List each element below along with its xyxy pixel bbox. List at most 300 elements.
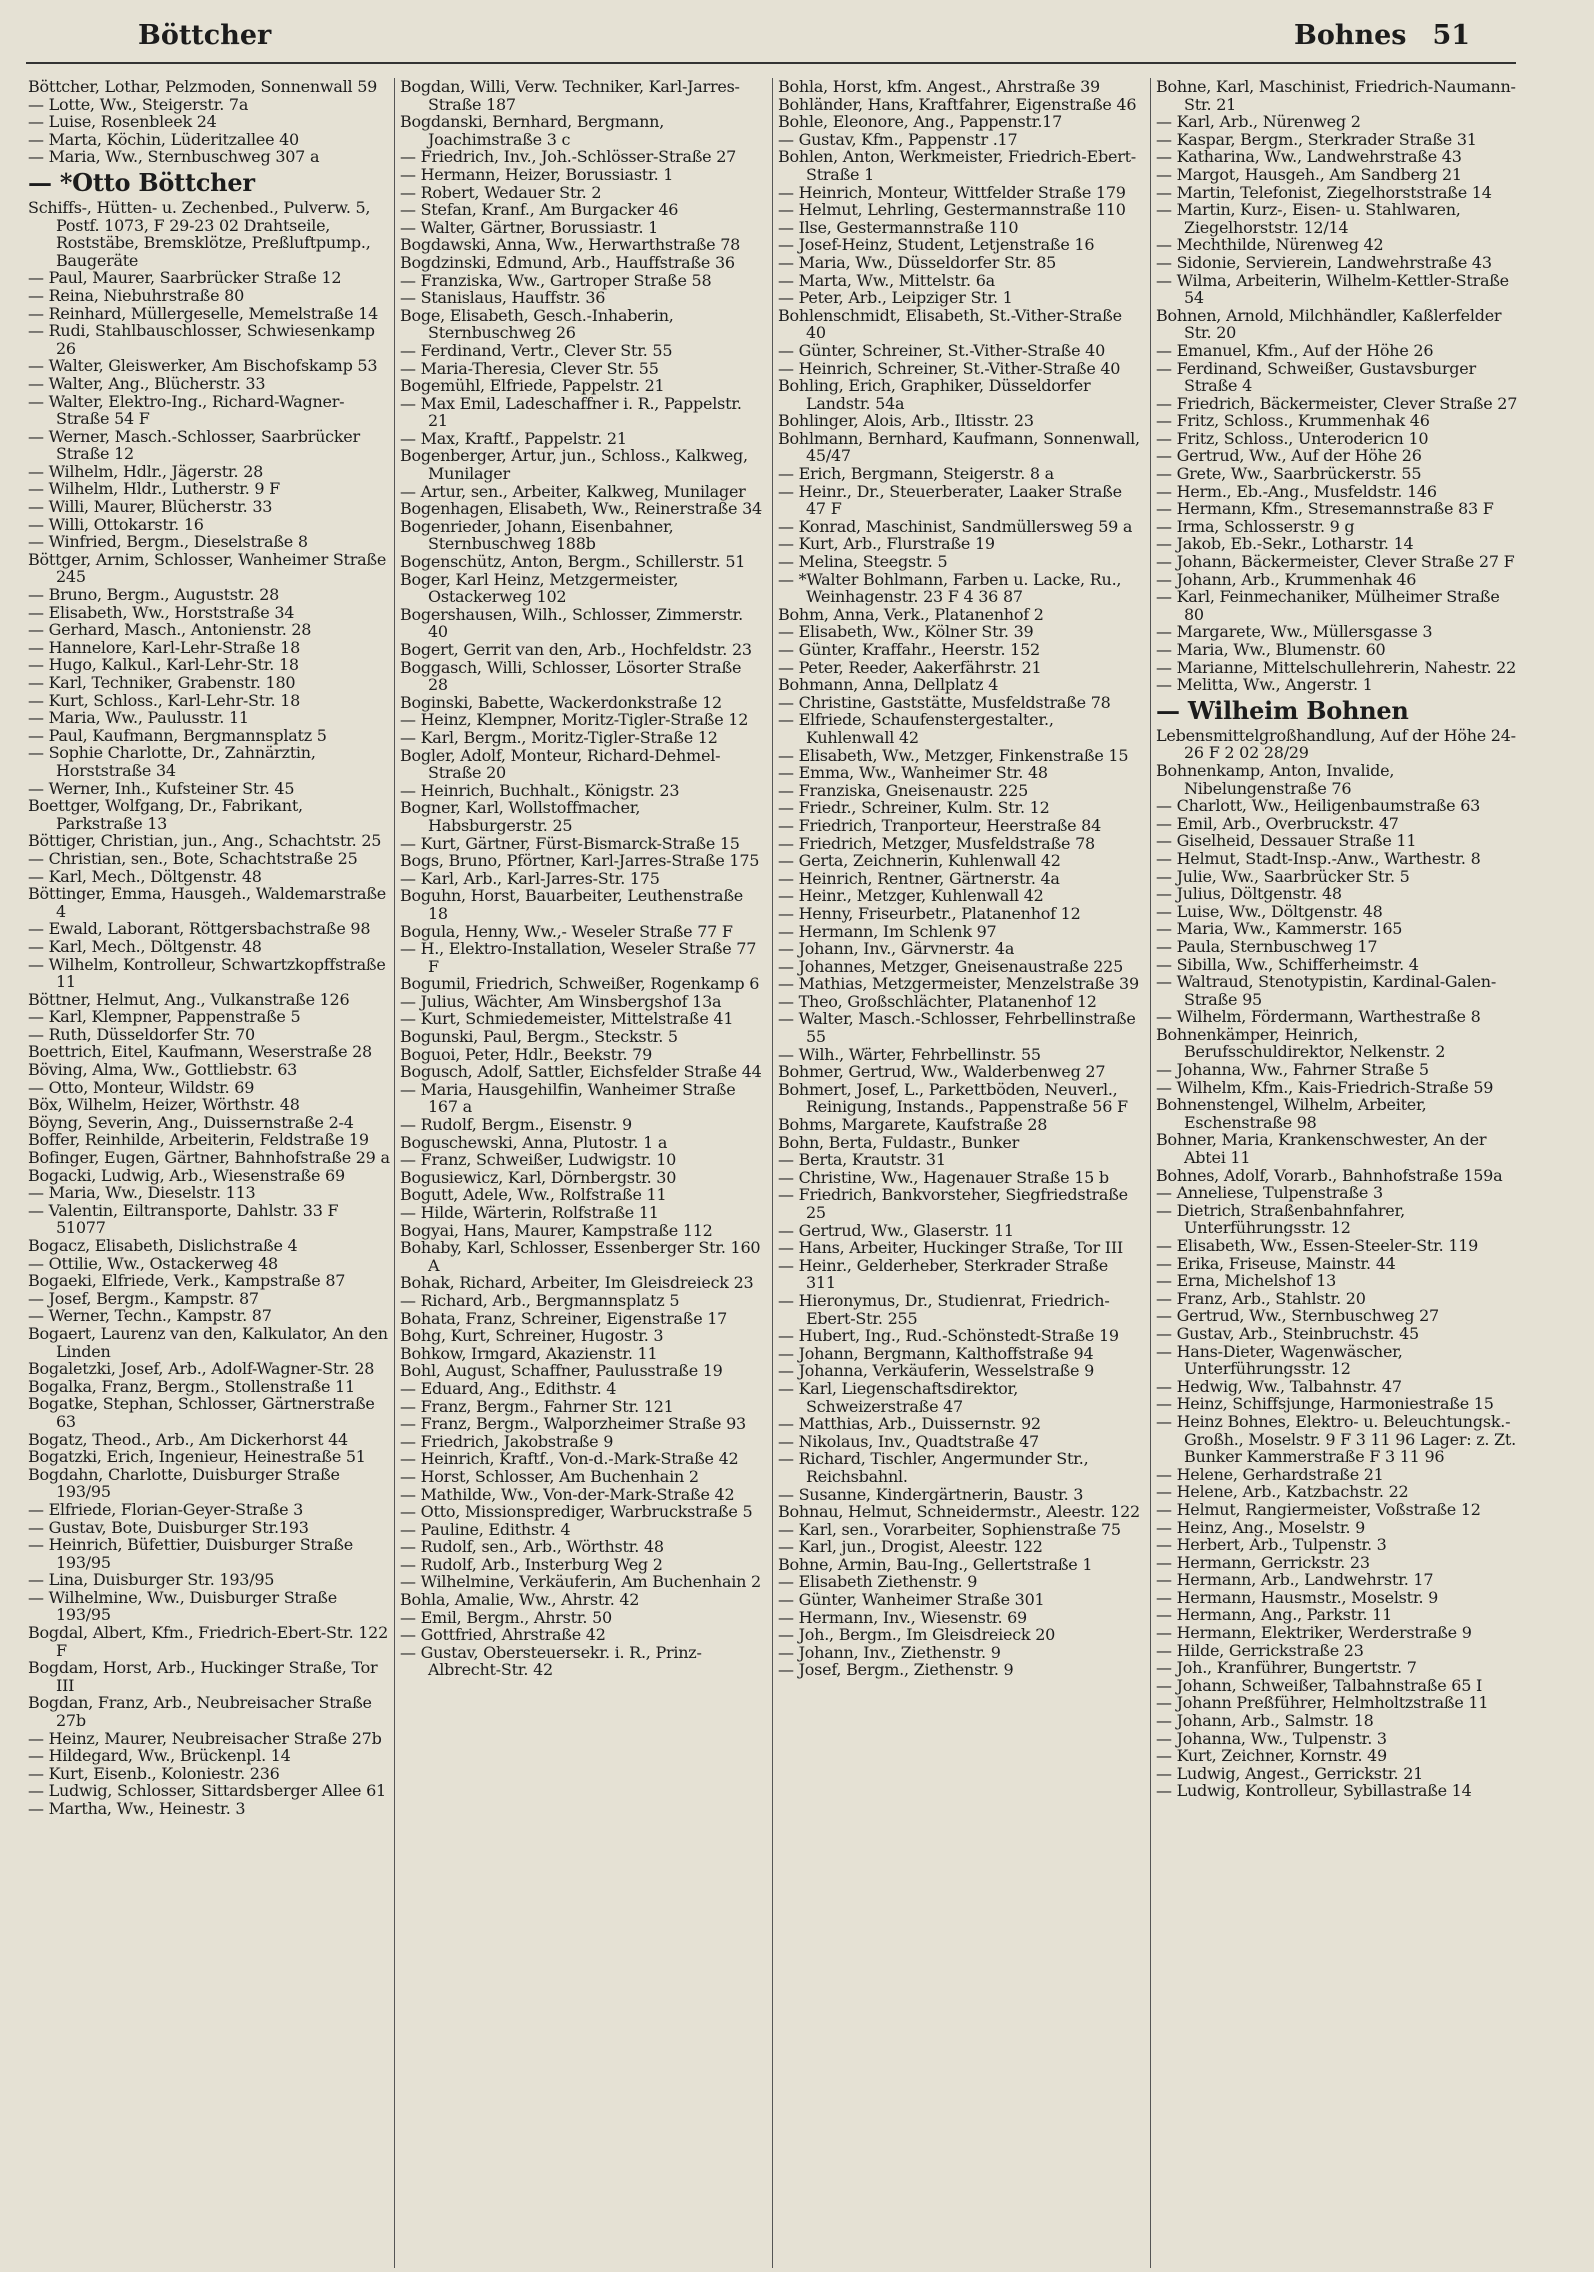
running-head-left: Böttcher	[138, 20, 272, 51]
directory-entry: Bohms, Margarete, Kaufstraße 28	[778, 1115, 1048, 1135]
directory-entry: — Anneliese, Tulpenstraße 3	[1156, 1183, 1383, 1203]
directory-entry: — Franziska, Gneisenaustr. 225	[778, 780, 1029, 800]
directory-entry: — Rudi, Stahlbauschlosser, Schwiesenkamp 26	[28, 321, 375, 358]
directory-entry: — Wilhelm, Hdlr., Jägerstr. 28	[28, 461, 264, 481]
directory-entry: — Friedrich, Inv., Joh.-Schlösser-Straße 27	[400, 147, 737, 167]
running-head-right-word: Bohnes	[1294, 20, 1407, 51]
directory-entry: Bogdan, Franz, Arb., Neubreisacher Straße 27b	[28, 1693, 372, 1731]
directory-entry: — Johann, Inv., Ziethenstr. 9	[778, 1642, 1001, 1662]
directory-entry: Bogdawski, Anna, Ww., Herwarthstraße 78	[400, 235, 741, 255]
directory-entry: Bogner, Karl, Wollstoffmacher, Habsburgerstr. 25	[400, 798, 641, 835]
directory-entry: Böttiger, Christian, jun., Ang., Schachtstr. 25	[28, 831, 382, 851]
directory-entry: — Sophie Charlotte, Dr., Zahnärztin, Horststraße 34	[28, 743, 316, 780]
column-divider	[394, 78, 395, 2268]
directory-entry: — Walter, Gärtner, Borussiastr. 1	[400, 217, 659, 237]
directory-entry: — Otto, Monteur, Wildstr. 69	[28, 1077, 255, 1097]
directory-entry: Bohner, Maria, Krankenschwester, An der Abtei 11	[1156, 1130, 1487, 1168]
directory-entry: — Gustav, Bote, Duisburger Str.193	[28, 1517, 309, 1537]
directory-entry: Boggasch, Willi, Schlosser, Lösorter Straße 28	[400, 657, 742, 695]
directory-entry: Bogumil, Friedrich, Schweißer, Rogenkamp 6	[400, 974, 760, 994]
directory-entry: — Hugo, Kalkul., Karl-Lehr-Str. 18	[28, 655, 299, 675]
directory-entry: Boger, Karl Heinz, Metzgermeister, Ostackerweg 102	[400, 569, 679, 607]
directory-entry: — Ruth, Düsseldorfer Str. 70	[28, 1024, 255, 1044]
directory-entry: — Heinrich, Rentner, Gärtnerstr. 4a	[778, 868, 1060, 888]
directory-entry: — Sibilla, Ww., Schifferheimstr. 4	[1156, 954, 1419, 974]
header-rule	[26, 62, 1516, 64]
directory-entry: — Heinrich, Monteur, Wittfelder Straße 179	[778, 182, 1126, 202]
directory-entry: Böttcher, Lothar, Pelzmoden, Sonnenwall 59	[28, 78, 378, 96]
directory-entry: Bohla, Amalie, Ww., Ahrstr. 42	[400, 1590, 640, 1610]
directory-entry: — Richard, Arb., Bergmannsplatz 5	[400, 1290, 680, 1310]
directory-entry: Bogyai, Hans, Maurer, Kampstraße 112	[400, 1220, 713, 1240]
directory-entry: Bogenrieder, Johann, Eisenbahner, Sternbuschweg 188b	[400, 516, 674, 554]
column-2	[400, 78, 762, 2268]
directory-entry: — Herbert, Arb., Tulpenstr. 3	[1156, 1535, 1387, 1555]
directory-entry: — Paula, Sternbuschweg 17	[1156, 936, 1378, 956]
directory-entry: — Grete, Ww., Saarbrückerstr. 55	[1156, 464, 1422, 484]
directory-entry: — Elisabeth Ziethenstr. 9	[778, 1572, 978, 1592]
directory-entry: — Helene, Gerhardstraße 21	[1156, 1464, 1384, 1484]
directory-entry: — Irma, Schlosserstr. 9 g	[1156, 516, 1355, 536]
directory-entry: — Horst, Schlosser, Am Buchenhain 2	[400, 1466, 699, 1486]
directory-entry: — Helmut, Stadt-Insp.-Anw., Warthestr. 8	[1156, 848, 1481, 868]
directory-entry: — Christine, Ww., Hagenauer Straße 15 b	[778, 1167, 1109, 1187]
directory-entry: — Maria, Ww., Kammerstr. 165	[1156, 919, 1403, 939]
directory-entry: Bohnenstengel, Wilhelm, Arbeiter, Eschenstraße 98	[1156, 1095, 1427, 1132]
directory-entry: — Katharina, Ww., Landwehrstraße 43	[1156, 147, 1462, 167]
directory-entry: — Walter, Elektro-Ing., Richard-Wagner-Straße 54 F	[28, 391, 345, 429]
directory-entry: Boge, Elisabeth, Gesch.-Inhaberin, Sternbuschweg 26	[400, 305, 674, 343]
column-divider	[1150, 78, 1151, 2268]
directory-entry: — Peter, Reeder, Aakerfährstr. 21	[778, 657, 1042, 677]
directory-entry: — Johann, Arb., Krummenhak 46	[1156, 569, 1417, 589]
directory-entry: Bogdanski, Bernhard, Bergmann, Joachimstraße 3 c	[400, 112, 665, 149]
directory-entry: Bogatzki, Erich, Ingenieur, Heinestraße 51	[28, 1447, 366, 1467]
directory-entry: — Waltraud, Stenotypistin, Kardinal-Galen-Straße 95	[1156, 972, 1496, 1009]
directory-entry: — Heinrich, Schreiner, St.-Vither-Straße 40	[778, 358, 1121, 378]
directory-entry: Böving, Alma, Ww., Gottliebstr. 63	[28, 1060, 298, 1080]
directory-entry: — Paul, Kaufmann, Bergmannsplatz 5	[28, 725, 327, 745]
directory-entry: — Konrad, Maschinist, Sandmüllersweg 59 a	[778, 516, 1133, 536]
directory-entry: — Maria-Theresia, Clever Str. 55	[400, 358, 659, 378]
directory-entry: — Rudolf, sen., Arb., Wörthstr. 48	[400, 1537, 664, 1557]
directory-entry: Boffer, Reinhilde, Arbeiterin, Feldstraße 19	[28, 1130, 369, 1150]
directory-entry: Böx, Wilhelm, Heizer, Wörthstr. 48	[28, 1095, 300, 1115]
directory-entry: — Eduard, Ang., Edithstr. 4	[400, 1378, 617, 1398]
directory-entry: — Werner, Inh., Kufsteiner Str. 45	[28, 778, 295, 798]
directory-entry: — Friedrich, Metzger, Musfeldstraße 78	[778, 833, 1095, 853]
directory-entry: Bohne, Karl, Maschinist, Friedrich-Naumann-Str. 21	[1156, 78, 1516, 114]
directory-entry: — Friedrich, Bankvorsteher, Siegfriedstraße 25	[778, 1185, 1128, 1222]
directory-entry: Bohlen, Anton, Werkmeister, Friedrich-Ebert-Straße 1	[778, 147, 1136, 184]
directory-entry: — Heinrich, Buchhalt., Königstr. 23	[400, 780, 680, 800]
directory-entry: Bogusch, Adolf, Sattler, Eichsfelder Straße 44	[400, 1062, 762, 1082]
directory-entry: Bogdal, Albert, Kfm., Friedrich-Ebert-Str. 122 F	[28, 1623, 389, 1660]
directory-entry: Böttinger, Emma, Hausgeh., Waldemarstraße 4	[28, 884, 386, 921]
directory-entry: Lebensmittelgroßhandlung, Auf der Höhe 24-26 F 2 02 28/29	[1156, 725, 1516, 763]
directory-entry: Bohmert, Josef, L., Parkettböden, Neuverl., Reinigung, Instands., Pappenstraße 56 F	[778, 1079, 1128, 1117]
directory-entry: Bohling, Erich, Graphiker, Düsseldorfer Landstr. 54a	[778, 376, 1091, 413]
directory-entry: — Max Emil, Ladeschaffner i. R., Pappelstr. 21	[400, 393, 742, 431]
directory-entry: Bogaletzki, Josef, Arb., Adolf-Wagner-Str. 28	[28, 1359, 375, 1379]
directory-entry: — Johanna, Verkäuferin, Wesselstraße 9	[778, 1361, 1095, 1381]
directory-entry: — Emanuel, Kfm., Auf der Höhe 26	[1156, 340, 1434, 360]
directory-entry: — Friedrich, Bäckermeister, Clever Straße 27	[1156, 393, 1518, 413]
directory-entry: — Reinhard, Müllergeselle, Memelstraße 14	[28, 303, 379, 323]
directory-entry: — Kurt, Schloss., Karl-Lehr-Str. 18	[28, 690, 301, 710]
directory-entry: — Bruno, Bergm., Auguststr. 28	[28, 585, 280, 605]
directory-entry: Bogdahn, Charlotte, Duisburger Straße 193/95	[28, 1464, 340, 1502]
directory-entry: — Maria, Hausgehilfin, Wanheimer Straße 167 a	[400, 1079, 736, 1117]
directory-entry: — Gustav, Arb., Steinbruchstr. 45	[1156, 1323, 1419, 1343]
directory-entry: — Ludwig, Angest., Gerrickstr. 21	[1156, 1763, 1424, 1783]
directory-entry: — Elfriede, Schaufenstergestalter., Kuhlenwall 42	[778, 710, 1054, 747]
directory-entry: — Maria, Ww., Düsseldorfer Str. 85	[778, 252, 1057, 272]
directory-entry: Bogdam, Horst, Arb., Huckinger Straße, Tor III	[28, 1658, 378, 1695]
directory-entry: — Wilh., Wärter, Fehrbellinstr. 55	[778, 1044, 1041, 1064]
directory-entry: — Charlott, Ww., Heiligenbaumstraße 63	[1156, 796, 1481, 816]
directory-entry: Boguschewski, Anna, Plutostr. 1 a	[400, 1132, 668, 1152]
directory-entry: — Hans-Dieter, Wagenwäscher, Unterführungsstr. 12	[1156, 1341, 1403, 1379]
directory-entry: — Margot, Hausgeh., Am Sandberg 21	[1156, 164, 1462, 184]
directory-entry: — Josef, Bergm., Ziethenstr. 9	[778, 1660, 1014, 1680]
directory-entry: — Wilheim Bohnen	[1156, 695, 1409, 725]
directory-entry: — Robert, Wedauer Str. 2	[400, 182, 602, 202]
directory-entry: — Kaspar, Bergm., Sterkrader Straße 31	[1156, 129, 1477, 149]
directory-entry: — Hermann, Hausmstr., Moselstr. 9	[1156, 1587, 1439, 1607]
directory-entry: — Hermann, Elektriker, Werderstraße 9	[1156, 1623, 1472, 1643]
directory-entry: — Kurt, Gärtner, Fürst-Bismarck-Straße 15	[400, 833, 740, 853]
directory-entry: — Elisabeth, Ww., Horststraße 34	[28, 602, 295, 622]
column-4	[1156, 78, 1518, 2268]
directory-entry: — Martha, Ww., Heinestr. 3	[28, 1799, 246, 1818]
directory-entry: Boettrich, Eitel, Kaufmann, Weserstraße 28	[28, 1042, 372, 1062]
directory-entry: — Henny, Friseurbetr., Platanenhof 12	[778, 903, 1081, 923]
directory-entry: — Heinz, Klempner, Moritz-Tigler-Straße 12	[400, 710, 749, 730]
directory-entry: — Hermann, Kfm., Stresemannstraße 83 F	[1156, 499, 1494, 519]
directory-entry: — Heinr., Metzger, Kuhlenwall 42	[778, 886, 1044, 906]
directory-entry: Bohne, Armin, Bau-Ing., Gellertstraße 1	[778, 1554, 1093, 1574]
directory-entry: — Friedrich, Jakobstraße 9	[400, 1431, 614, 1451]
page-number: 51	[1432, 20, 1471, 51]
directory-entry: — Hilde, Wärterin, Rolfstraße 11	[400, 1203, 659, 1222]
directory-entry: — Heinr., Dr., Steuerberater, Laaker Straße 47 F	[778, 481, 1122, 519]
directory-entry: — Günter, Wanheimer Straße 301	[778, 1590, 1045, 1610]
directory-entry: — Martin, Kurz-, Eisen- u. Stahlwaren, Ziegelhorststr. 12/14	[1156, 200, 1461, 237]
directory-entry: — Karl, Klempner, Pappenstraße 5	[28, 1007, 301, 1027]
directory-entry: Bogler, Adolf, Monteur, Richard-Dehmel-Straße 20	[400, 745, 721, 783]
directory-entry: Boguoi, Peter, Hdlr., Beekstr. 79	[400, 1044, 652, 1064]
directory-entry: — *Otto Böttcher	[28, 167, 255, 197]
directory-entry: Bogatz, Theod., Arb., Am Dickerhorst 44	[28, 1429, 348, 1449]
directory-entry: Bohnenkämper, Heinrich, Berufsschuldirektor, Nelkenstr. 2	[1156, 1024, 1446, 1062]
directory-entry: — Elisabeth, Ww., Essen-Steeler-Str. 119	[1156, 1236, 1479, 1255]
directory-entry: — Elfriede, Florian-Geyer-Straße 3	[28, 1499, 304, 1519]
directory-entry: — Wilhelm, Hldr., Lutherstr. 9 F	[28, 479, 281, 499]
directory-entry: — Heinr., Gelderheber, Sterkrader Straße 311	[778, 1255, 1108, 1293]
directory-entry: — Walter, Masch.-Schlosser, Fehrbellinstraße 55	[778, 1009, 1136, 1047]
directory-entry: — Ferdinand, Vertr., Clever Str. 55	[400, 340, 673, 360]
directory-entry: — Friedr., Schreiner, Kulm. Str. 12	[778, 798, 1050, 818]
directory-entry: — Gustav, Kfm., Pappenstr .17	[778, 129, 1018, 149]
directory-entry: — Joh., Kranführer, Bungertstr. 7	[1156, 1658, 1417, 1678]
directory-entry: Bohnenkamp, Anton, Invalide, Nibelungenstraße 76	[1156, 760, 1395, 798]
directory-entry: — Herm., Eb.-Ang., Musfeldstr. 146	[1156, 481, 1437, 501]
directory-entry: — Erich, Bergmann, Steigerstr. 8 a	[778, 464, 1054, 484]
directory-entry: Schiffs-, Hütten- u. Zechenbed., Pulverw. 5, Postf. 1073, F 29-23 02 Drahtseile, Roststäbe, Bremsklötze, Preßluftpump., Baugeräte	[28, 197, 371, 270]
directory-entry: — Gertrud, Ww., Sternbuschweg 27	[1156, 1306, 1439, 1326]
directory-entry: — Mathias, Metzgermeister, Menzelstraße 39	[778, 974, 1139, 994]
directory-entry: — Karl, Liegenschaftsdirektor, Schweizerstraße 47	[778, 1378, 1019, 1416]
directory-entry: — Rudolf, Arb., Insterburg Weg 2	[400, 1554, 663, 1574]
directory-entry: — Jakob, Eb.-Sekr., Lotharstr. 14	[1156, 534, 1414, 554]
directory-entry: — Heinz, Ang., Moselstr. 9	[1156, 1517, 1366, 1537]
directory-entry: — H., Elektro-Installation, Weseler Straße 77 F	[400, 939, 757, 976]
directory-entry: — Christian, sen., Bote, Schachtstraße 25	[28, 848, 358, 868]
directory-entry: — Stanislaus, Hauffstr. 36	[400, 288, 606, 308]
directory-entry: — Hedwig, Ww., Talbahnstr. 47	[1156, 1376, 1402, 1396]
directory-entry: — Hermann, Arb., Landwehrstr. 17	[1156, 1570, 1434, 1590]
directory-entry: Bogenhagen, Elisabeth, Ww., Reinerstraße 34	[400, 499, 762, 519]
directory-entry: Bohn, Berta, Fuldastr., Bunker	[778, 1132, 1019, 1152]
directory-entry: Bogaeki, Elfriede, Verk., Kampstraße 87	[28, 1271, 346, 1291]
directory-entry: — Hannelore, Karl-Lehr-Straße 18	[28, 637, 300, 657]
directory-entry: — Karl, sen., Vorarbeiter, Sophienstraße 75	[778, 1519, 1121, 1539]
directory-entry: — Ewald, Laborant, Röttgersbachstraße 98	[28, 919, 371, 939]
directory-entry: — Ottilie, Ww., Ostackerweg 48	[28, 1253, 278, 1273]
directory-entry: — Reina, Niebuhrstraße 80	[28, 285, 244, 305]
directory-entry: — Julie, Ww., Saarbrücker Str. 5	[1156, 866, 1410, 886]
directory-entry: — Heinrich, Kraftf., Von-d.-Mark-Straße 42	[400, 1449, 739, 1469]
directory-entry: — Lina, Duisburger Str. 193/95	[28, 1570, 275, 1590]
directory-entry: — Hubert, Ing., Rud.-Schönstedt-Straße 19	[778, 1326, 1119, 1346]
directory-entry: — Melitta, Ww., Angerstr. 1	[1156, 675, 1373, 695]
directory-entry: — Karl, Mech., Döltgenstr. 48	[28, 936, 262, 956]
directory-entry: Bogs, Bruno, Pförtner, Karl-Jarres-Straße 175	[400, 851, 760, 871]
directory-entry: Bohl, August, Schaffner, Paulusstraße 19	[400, 1361, 723, 1381]
directory-entry: Bogatke, Stephan, Schlosser, Gärtnerstraße 63	[28, 1394, 375, 1431]
directory-entry: — Emma, Ww., Wanheimer Str. 48	[778, 763, 1048, 783]
directory-entry: — Günter, Schreiner, St.-Vither-Straße 40	[778, 340, 1106, 360]
directory-entry: Bohlenschmidt, Elisabeth, St.-Vither-Straße 40	[778, 305, 1122, 343]
directory-entry: — Johann, Arb., Salmstr. 18	[1156, 1711, 1374, 1731]
directory-entry: — Giselheid, Dessauer Straße 11	[1156, 831, 1417, 851]
directory-entry: — Kurt, Zeichner, Kornstr. 49	[1156, 1746, 1387, 1766]
directory-entry: — Valentin, Eiltransporte, Dahlstr. 33 F 51077	[28, 1200, 339, 1238]
directory-entry: — Martin, Telefonist, Ziegelhorststraße 14	[1156, 182, 1492, 202]
directory-entry: — Günter, Kraffahr., Heerstr. 152	[778, 640, 1040, 659]
directory-entry: Bohkow, Irmgard, Akazienstr. 11	[400, 1343, 658, 1363]
directory-entry: — Maria, Ww., Blumenstr. 60	[1156, 640, 1386, 659]
directory-entry: — Helmut, Lehrling, Gestermannstraße 110	[778, 200, 1126, 220]
directory-entry: — Peter, Arb., Leipziger Str. 1	[778, 288, 1013, 308]
directory-entry: Bohmann, Anna, Dellplatz 4	[778, 675, 999, 695]
directory-entry: Bogaert, Laurenz van den, Kalkulator, An den Linden	[28, 1323, 388, 1361]
directory-entry: — Walter, Ang., Blücherstr. 33	[28, 373, 266, 393]
directory-entry: — Willi, Maurer, Blücherstr. 33	[28, 497, 273, 517]
column-1	[28, 78, 390, 2268]
directory-entry: Bogalka, Franz, Bergm., Stollenstraße 11	[28, 1376, 355, 1396]
directory-entry: — Fritz, Schloss., Unterodericn 10	[1156, 428, 1429, 448]
directory-entry: — Josef, Bergm., Kampstr. 87	[28, 1288, 259, 1308]
directory-entry: — Hilde, Gerrickstraße 23	[1156, 1640, 1364, 1660]
directory-entry: Bohm, Anna, Verk., Platanenhof 2	[778, 604, 1044, 624]
directory-entry: — Johanna, Ww., Fahrner Straße 5	[1156, 1060, 1429, 1080]
directory-entry: Bohlinger, Alois, Arb., Iltisstr. 23	[778, 411, 1034, 431]
directory-entry: — Maria, Ww., Paulusstr. 11	[28, 708, 249, 728]
directory-entry: — Winfried, Bergm., Dieselstraße 8	[28, 532, 308, 552]
column-divider	[772, 78, 773, 2268]
directory-entry: — Wilhelm, Fördermann, Warthestraße 8	[1156, 1007, 1481, 1027]
directory-entry: — Walter, Gleiswerker, Am Bischofskamp 53	[28, 356, 378, 376]
directory-entry: — Heinz, Schiffsjunge, Harmoniestraße 15	[1156, 1394, 1494, 1414]
directory-entry: — Luise, Rosenbleek 24	[28, 112, 217, 132]
directory-entry: — Emil, Arb., Overbruckstr. 47	[1156, 813, 1399, 833]
directory-entry: — Wilhelmine, Ww., Duisburger Straße 193/95	[28, 1587, 337, 1625]
directory-entry: Bogdan, Willi, Verw. Techniker, Karl-Jarres-Straße 187	[400, 78, 740, 114]
directory-entry: Bohländer, Hans, Kraftfahrer, Eigenstraße 46	[778, 94, 1137, 114]
directory-entry: — Stefan, Kranf., Am Burgacker 46	[400, 200, 679, 220]
directory-entry: — Kurt, Arb., Flurstraße 19	[778, 534, 995, 554]
directory-entry: — Wilhelmine, Verkäuferin, Am Buchenhain 2	[400, 1572, 761, 1592]
directory-entry: — Heinz, Maurer, Neubreisacher Straße 27b	[28, 1728, 382, 1748]
directory-entry: Bohmer, Gertrud, Ww., Walderbenweg 27	[778, 1062, 1106, 1082]
directory-entry: Bogemühl, Elfriede, Pappelstr. 21	[400, 376, 665, 396]
directory-entry: Bohnen, Arnold, Milchhändler, Kaßlerfelder Str. 20	[1156, 305, 1502, 343]
directory-entry: — Helene, Arb., Katzbachstr. 22	[1156, 1482, 1409, 1502]
directory-entry: Boginski, Babette, Wackerdonkstraße 12	[400, 692, 722, 712]
directory-entry: — Johannes, Metzger, Gneisenaustraße 225	[778, 956, 1124, 976]
directory-entry: — Karl, Mech., Döltgenstr. 48	[28, 866, 262, 886]
directory-entry: — Hermann, Im Schlenk 97	[778, 921, 997, 941]
directory-entry: Bohle, Eleonore, Ang., Pappenstr.17	[778, 112, 1063, 132]
directory-entry: — Johann, Inv., Gärvnerstr. 4a	[778, 939, 1015, 959]
directory-entry: — Berta, Krautstr. 31	[778, 1150, 946, 1170]
directory-entry: — Richard, Tischler, Angermunder Str., Reichsbahnl.	[778, 1449, 1089, 1486]
directory-entry: — Gertrud, Ww., Auf der Höhe 26	[1156, 446, 1422, 466]
directory-entry: — Hieronymus, Dr., Studienrat, Friedrich-Ebert-Str. 255	[778, 1290, 1110, 1328]
directory-entry: — Elisabeth, Ww., Kölner Str. 39	[778, 622, 1034, 642]
directory-entry: — Mechthilde, Nürenweg 42	[1156, 235, 1384, 255]
directory-entry: — Karl, Feinmechaniker, Mülheimer Straße 80	[1156, 587, 1500, 624]
directory-entry: — Erika, Friseuse, Mainstr. 44	[1156, 1253, 1396, 1273]
directory-entry: — Marta, Ww., Mittelstr. 6a	[778, 270, 995, 290]
directory-entry: — Werner, Techn., Kampstr. 87	[28, 1306, 272, 1326]
directory-entry: — Heinrich, Büfettier, Duisburger Straße 193/95	[28, 1535, 353, 1572]
directory-entry: — Gustav, Obersteuersekr. i. R., Prinz-Albrecht-Str. 42	[400, 1642, 702, 1680]
directory-entry: — Susanne, Kindergärtnerin, Baustr. 3	[778, 1484, 1084, 1504]
directory-entry: — Hermann, Ang., Parkstr. 11	[1156, 1605, 1392, 1625]
directory-entry: Bogacz, Elisabeth, Dislichstraße 4	[28, 1236, 298, 1255]
directory-entry: — Julius, Wächter, Am Winsbergshof 13a	[400, 991, 722, 1011]
directory-entry: — Franz, Bergm., Walporzheimer Straße 93	[400, 1414, 746, 1434]
directory-entry: Bohnes, Adolf, Vorarb., Bahnhofstraße 159a	[1156, 1165, 1503, 1185]
directory-entry: Bogershausen, Wilh., Schlosser, Zimmerstr. 40	[400, 604, 743, 642]
directory-entry: — Julius, Döltgenstr. 48	[1156, 884, 1342, 904]
directory-entry: — *Walter Bohlmann, Farben u. Lacke, Ru., Weinhagenstr. 23 F 4 36 87	[778, 569, 1122, 607]
directory-entry: — Johann, Bergmann, Kalthoffstraße 94	[778, 1343, 1094, 1363]
directory-entry: — Karl, Bergm., Moritz-Tigler-Straße 12	[400, 727, 718, 747]
directory-entry: — Karl, Arb., Karl-Jarres-Str. 175	[400, 868, 660, 888]
directory-entry: — Elisabeth, Ww., Metzger, Finkenstraße 15	[778, 745, 1129, 765]
directory-entry: Bohak, Richard, Arbeiter, Im Gleisdreieck 23	[400, 1273, 754, 1293]
directory-entry: — Dietrich, Straßenbahnfahrer, Unterführungsstr. 12	[1156, 1200, 1405, 1238]
directory-entry: — Kurt, Schmiedemeister, Mittelstraße 41	[400, 1009, 734, 1029]
directory-entry: — Ilse, Gestermannstraße 110	[778, 217, 1019, 237]
directory-entry: — Margarete, Ww., Müllersgasse 3	[1156, 622, 1433, 642]
directory-entry: — Willi, Ottokarstr. 16	[28, 514, 204, 534]
directory-entry: — Mathilde, Ww., Von-der-Mark-Straße 42	[400, 1484, 735, 1504]
directory-entry: — Ludwig, Schlosser, Sittardsberger Allee 61	[28, 1781, 386, 1801]
directory-entry: — Josef-Heinz, Student, Letjenstraße 16	[778, 235, 1095, 255]
directory-entry: Bogusiewicz, Karl, Dörnbergstr. 30	[400, 1167, 677, 1187]
directory-entry: Bogacki, Ludwig, Arb., Wiesenstraße 69	[28, 1165, 345, 1185]
directory-entry: — Werner, Masch.-Schlosser, Saarbrücker Straße 12	[28, 426, 360, 464]
directory-entry: Boettger, Wolfgang, Dr., Fabrikant, Parkstraße 13	[28, 796, 303, 833]
directory-entry: — Franziska, Ww., Gartroper Straße 58	[400, 270, 712, 290]
directory-entry: Böttner, Helmut, Ang., Vulkanstraße 126	[28, 989, 350, 1009]
directory-entry: Bogert, Gerrit van den, Arb., Hochfeldstr. 23	[400, 640, 752, 659]
directory-entry: — Gottfried, Ahrstraße 42	[400, 1625, 606, 1645]
directory-entry: — Hermann, Inv., Wiesenstr. 69	[778, 1607, 1027, 1627]
running-head-right	[1294, 20, 1470, 51]
directory-entry: — Johann, Schweißer, Talbahnstraße 65 I	[1156, 1675, 1483, 1695]
directory-entry: — Melina, Steegstr. 5	[778, 552, 948, 572]
directory-entry: — Franz, Arb., Stahlstr. 20	[1156, 1288, 1366, 1308]
directory-entry: — Fritz, Schloss., Krummenhak 46	[1156, 411, 1430, 431]
directory-entry: Bogenschütz, Anton, Bergm., Schillerstr. 51	[400, 552, 746, 572]
directory-entry: — Gertrud, Ww., Glaserstr. 11	[778, 1220, 1014, 1240]
directory-entry: — Ludwig, Kontrolleur, Sybillastraße 14	[1156, 1781, 1472, 1801]
directory-entry: — Marianne, Mittelschullehrerin, Nahestr. 22	[1156, 657, 1517, 677]
directory-entry: — Matthias, Arb., Duissernstr. 92	[778, 1414, 1041, 1434]
directory-entry: — Karl, Techniker, Grabenstr. 180	[28, 673, 296, 692]
directory-entry: Bogutt, Adele, Ww., Rolfstraße 11	[400, 1185, 667, 1205]
directory-entry: Böttger, Arnim, Schlosser, Wanheimer Straße 245	[28, 549, 387, 587]
column-3	[778, 78, 1140, 2268]
directory-entry: — Marta, Köchin, Lüderitzallee 40	[28, 129, 299, 149]
directory-entry: — Theo, Großschlächter, Platanenhof 12	[778, 991, 1097, 1011]
directory-entry: — Hans, Arbeiter, Huckinger Straße, Tor III	[778, 1238, 1123, 1258]
directory-entry: — Johann Preßführer, Helmholtzstraße 11	[1156, 1693, 1489, 1713]
directory-entry: — Wilhelm, Kfm., Kais-Friedrich-Straße 59	[1156, 1077, 1494, 1097]
directory-entry: Bohaby, Karl, Schlosser, Essenberger Str. 160 A	[400, 1238, 761, 1275]
directory-entry: Bogula, Henny, Ww.,- Weseler Straße 77 F	[400, 921, 733, 941]
directory-entry: Bogdzinski, Edmund, Arb., Hauffstraße 36	[400, 252, 735, 272]
directory-entry: — Erna, Michelshof 13	[1156, 1271, 1337, 1291]
directory-entry: Bohg, Kurt, Schreiner, Hugostr. 3	[400, 1326, 664, 1346]
directory-entry: Bofinger, Eugen, Gärtner, Bahnhofstraße 29 a	[28, 1148, 390, 1168]
directory-entry: — Hildegard, Ww., Brückenpl. 14	[28, 1746, 291, 1766]
directory-entry: — Johanna, Ww., Tulpenstr. 3	[1156, 1728, 1387, 1748]
directory-entry: — Franz, Bergm., Fahrner Str. 121	[400, 1396, 674, 1416]
directory-entry: — Karl, jun., Drogist, Aleestr. 122	[778, 1537, 1043, 1557]
directory-entry: Boguhn, Horst, Bauarbeiter, Leuthenstraße 18	[400, 886, 743, 923]
directory-entry: — Emil, Bergm., Ahrstr. 50	[400, 1607, 612, 1627]
directory-entry: — Artur, sen., Arbeiter, Kalkweg, Munilager	[400, 481, 746, 501]
directory-entry: — Joh., Bergm., Im Gleisdreieck 20	[778, 1625, 1056, 1645]
directory-entry: — Rudolf, Bergm., Eisenstr. 9	[400, 1115, 632, 1135]
directory-entry: — Gerhard, Masch., Antonienstr. 28	[28, 620, 312, 640]
directory-entry: Bohla, Horst, kfm. Angest., Ahrstraße 39	[778, 78, 1100, 96]
directory-entry: — Maria, Ww., Sternbuschweg 307 a	[28, 147, 320, 167]
directory-entry: Bohnau, Helmut, Schneidermstr., Aleestr. 122	[778, 1502, 1140, 1522]
directory-entry: — Heinz Bohnes, Elektro- u. Beleuchtungsk.-Großh., Moselstr. 9 F 3 11 96 Lager: z. Zt. Bunker Kammerstraße F 3 11 96	[1156, 1411, 1516, 1467]
directory-entry: — Gerta, Zeichnerin, Kuhlenwall 42	[778, 851, 1061, 871]
directory-entry: — Johann, Bäckermeister, Clever Straße 27 F	[1156, 552, 1515, 572]
directory-entry: Bohata, Franz, Schreiner, Eigenstraße 17	[400, 1308, 728, 1328]
directory-entry: Böyng, Severin, Ang., Duissernstraße 2-4	[28, 1112, 354, 1132]
